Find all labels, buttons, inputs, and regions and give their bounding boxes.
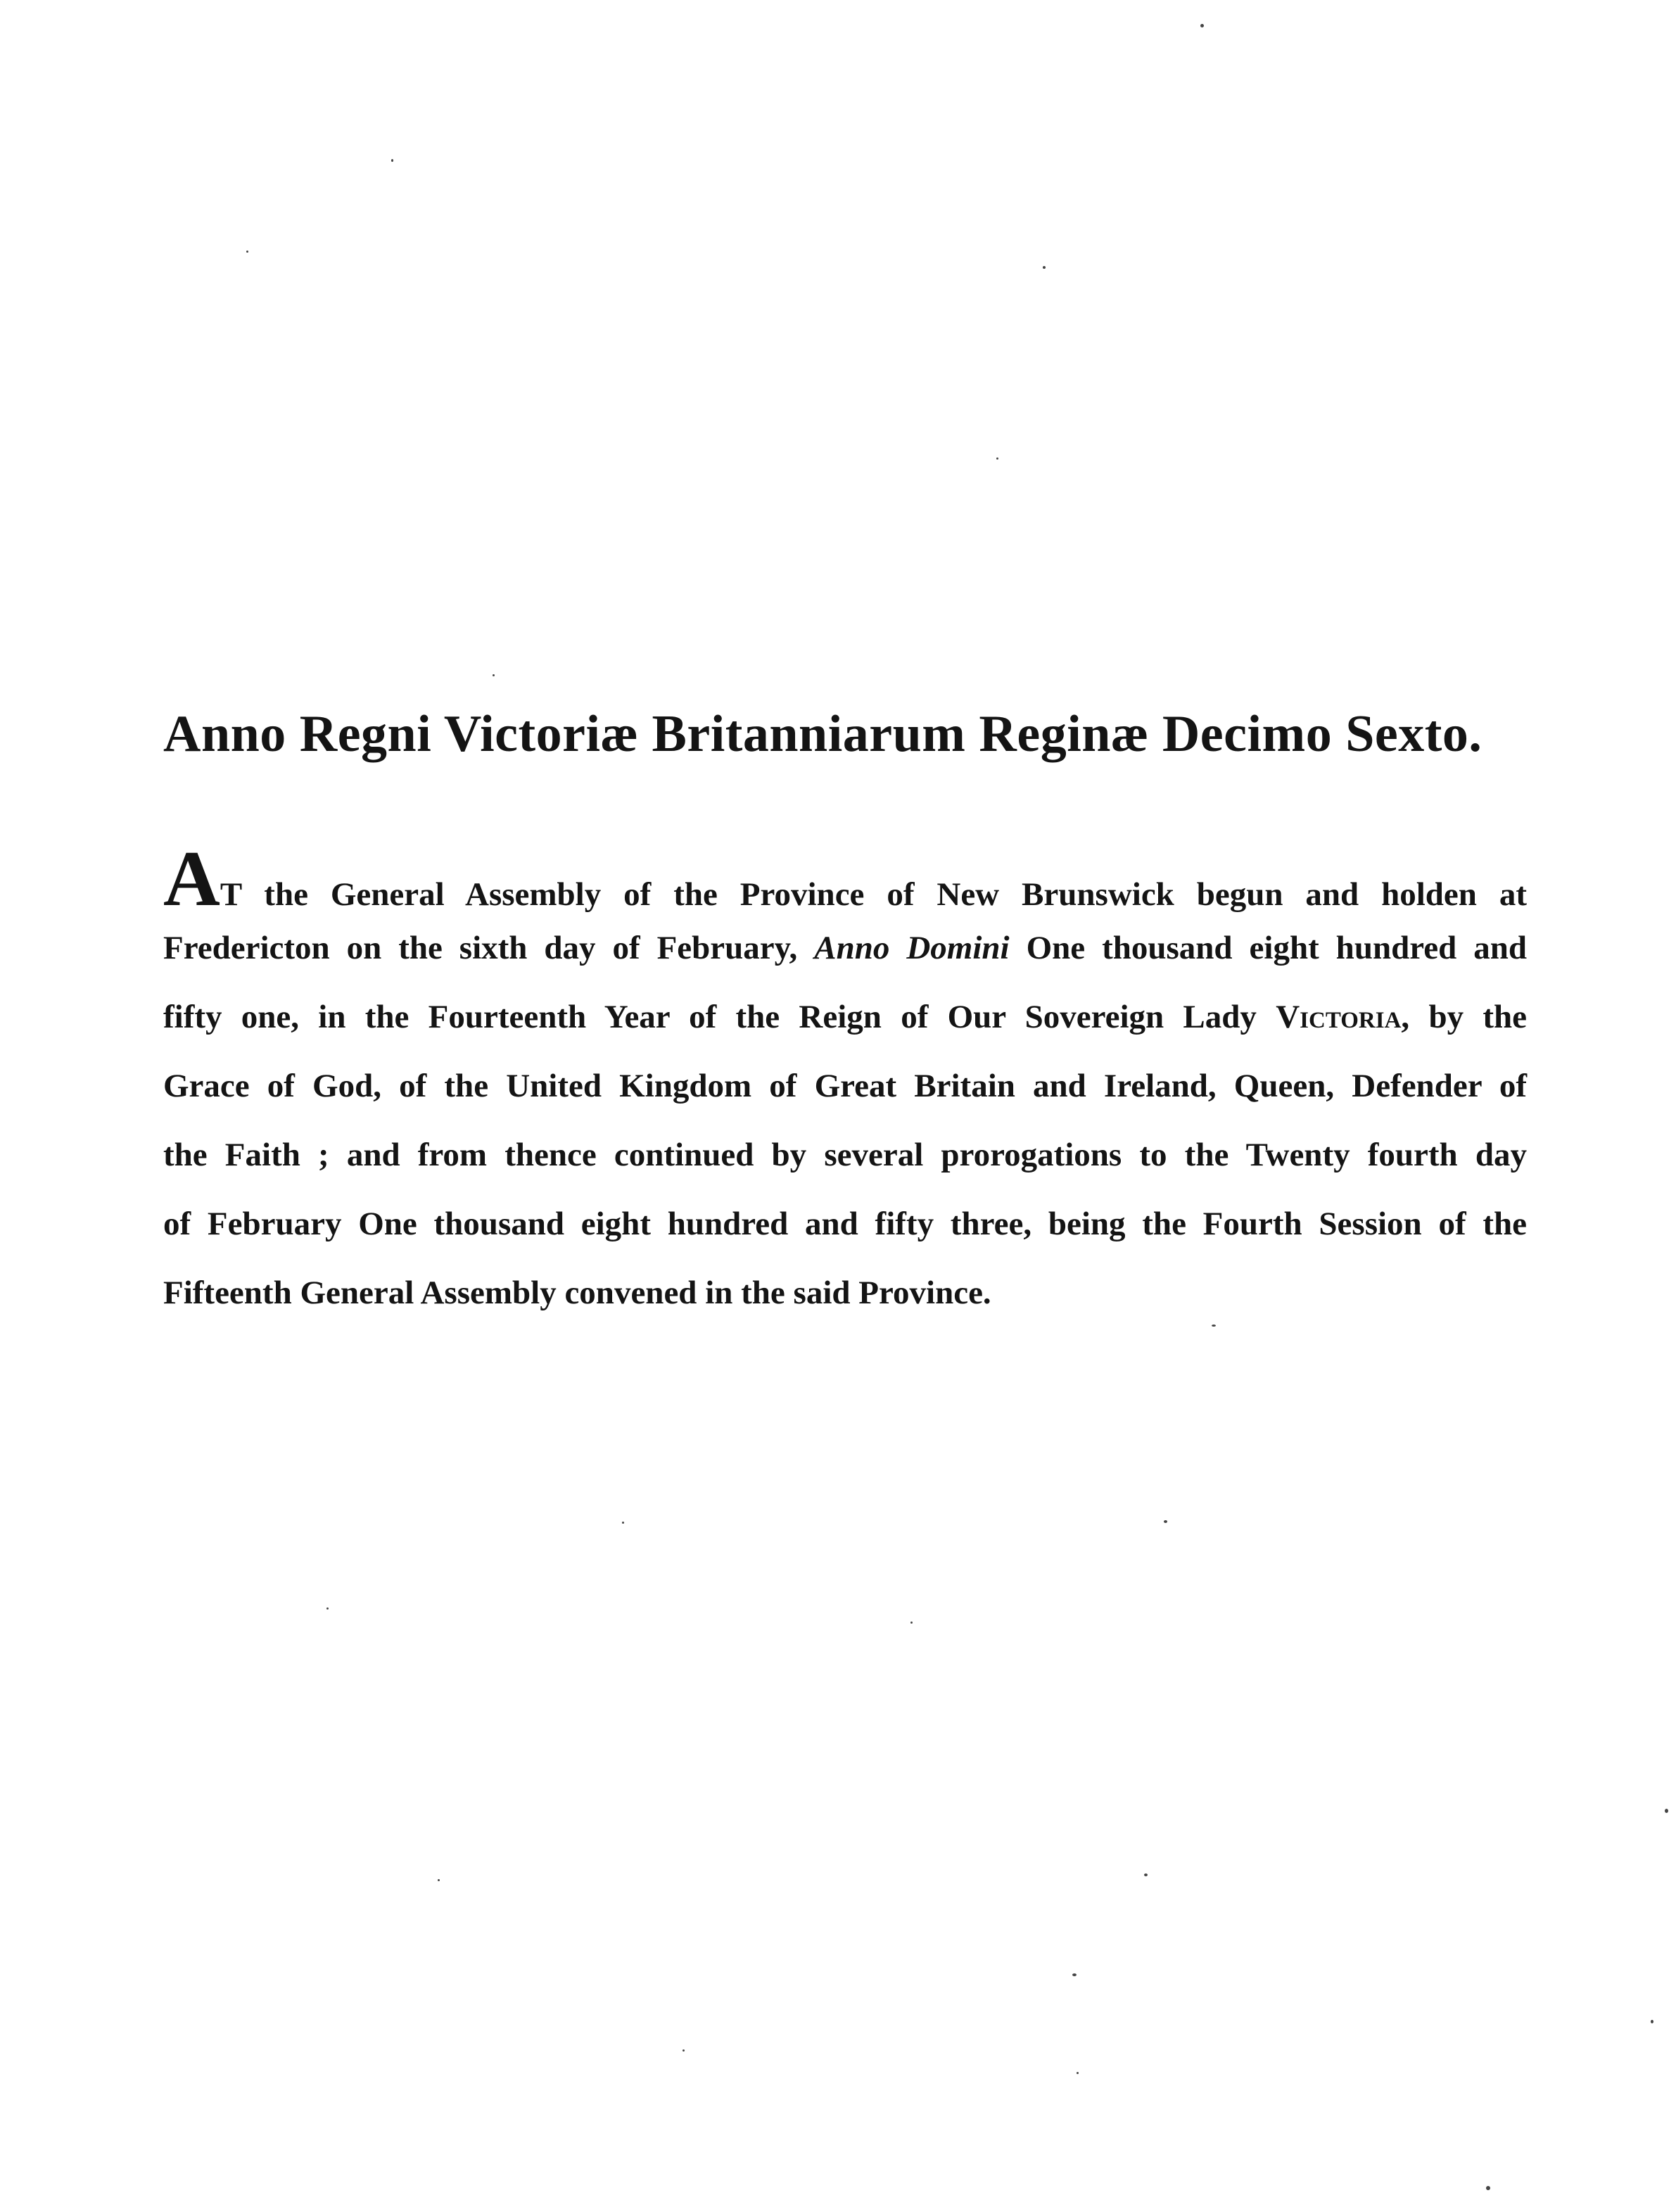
print-speck (1164, 1520, 1167, 1523)
preamble-line-5: the Faith ; and from thence continued by several prorogations to the Twenty fourth day (163, 1137, 1527, 1173)
print-speck (1072, 1973, 1077, 1976)
print-speck (1665, 1809, 1668, 1813)
print-speck (910, 1622, 913, 1624)
print-speck (1077, 2072, 1079, 2074)
print-speck (1144, 1873, 1148, 1876)
preamble-line-2-end: One thousand eight hundred and (1026, 930, 1527, 966)
preamble-line-4: Grace of God, of the United Kingdom of Great Britain and Ireland, Queen, Defender of (163, 1068, 1527, 1104)
print-speck (996, 457, 998, 460)
act-heading: Anno Regni Victoriæ Britanniarum Reginæ Decimo Sexto. (163, 705, 1483, 763)
print-speck (493, 674, 495, 676)
print-speck (622, 1522, 624, 1524)
print-speck (1212, 1325, 1216, 1327)
print-speck (326, 1607, 329, 1610)
print-speck (1043, 266, 1046, 269)
preamble-line-2 (163, 914, 1527, 982)
drop-cap: A (163, 835, 220, 923)
preamble-line-1 (163, 835, 1527, 923)
print-speck (246, 251, 248, 253)
print-speck (1200, 24, 1204, 27)
preamble-line-3-end: , by the (1401, 999, 1527, 1035)
preamble-line-6: of February One thousand eight hundred and fifty three, being the Fourth Session of the (163, 1206, 1527, 1242)
preamble-line-3-start: fifty one, in the Fourteenth Year of the Reign of Our Sovereign Lady (163, 999, 1257, 1035)
preamble-paragraph (163, 835, 1527, 1327)
preamble-line-7: Fifteenth General Assembly convened in the said Province. (163, 1275, 991, 1311)
preamble-line-1-text: T the General Assembly of the Province of New Brunswick begun and holden at (220, 876, 1527, 913)
victoria-small-caps: Victoria (1276, 999, 1402, 1035)
preamble-line-2-start: Fredericton on the sixth day of February, (163, 930, 798, 966)
preamble-line-3 (163, 982, 1527, 1051)
print-speck (391, 159, 393, 162)
print-speck (1486, 2186, 1490, 2190)
print-speck (1651, 2020, 1653, 2023)
print-speck (438, 1879, 440, 1881)
anno-domini-italic: Anno Domini (814, 930, 1010, 966)
print-speck (683, 2049, 685, 2052)
